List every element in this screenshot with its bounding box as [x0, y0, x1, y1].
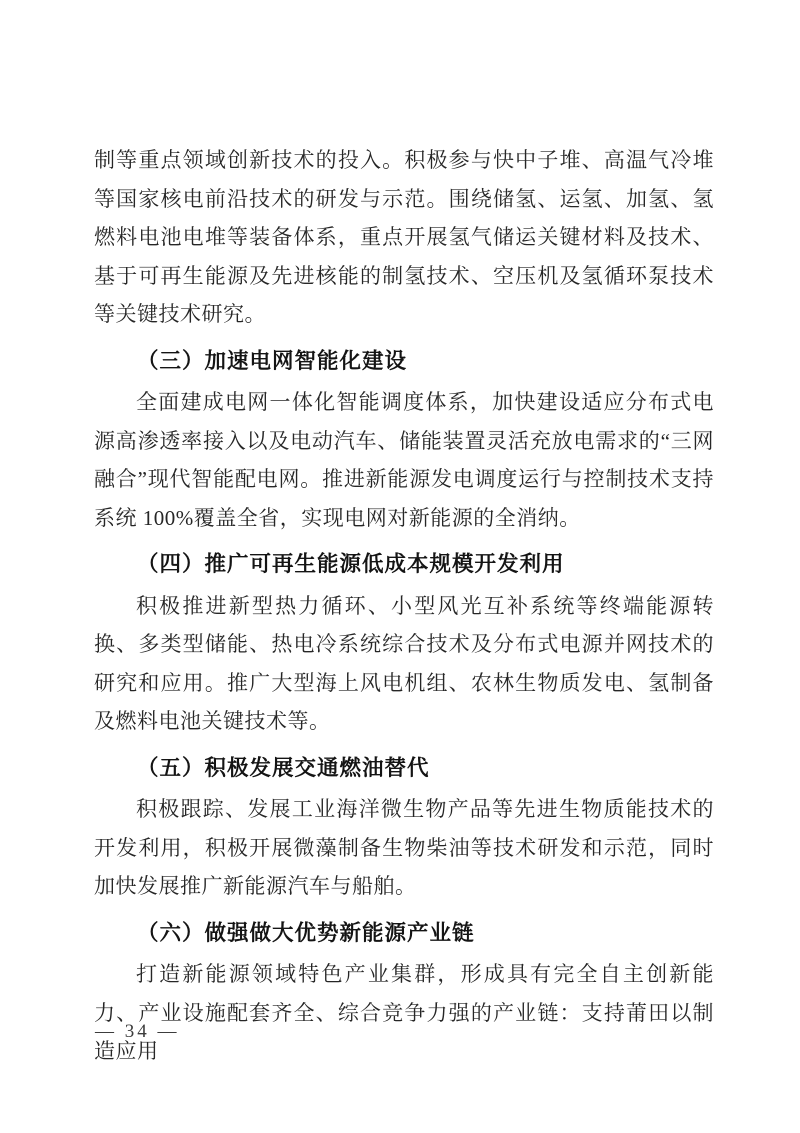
paragraph-section-5: 积极跟踪、发展工业海洋微生物产品等先进生物质能技术的开发利用，积极开展微藻制备生物柴油等技术研发和示范，同时加快发展推广新能源汽车与船舶。	[94, 797, 714, 898]
paragraph-section-6: 打造新能源领域特色产业集群，形成具有完全自主创新能力、产业设施配套齐全、综合竞争力强的产业链：支持莆田以制造应用	[94, 962, 714, 1063]
section-heading-4: （四）推广可再生能源低成本规模开发利用	[137, 552, 565, 576]
section-heading-6: （六）做强做大优势新能源产业链	[137, 920, 475, 945]
paragraph-section-4: 积极推进新型热力循环、小型风光互补系统等终端能源转换、多类型储能、热电冷系统综合技术及分布式电源并网技术的研究和应用。推广大型海上风电机组、农林生物质发电、氢制备及燃料电池关键技术等。	[94, 593, 714, 733]
page-number: — 34 —	[95, 1021, 180, 1042]
paragraph-section-3: 全面建成电网一体化智能调度体系，加快建设适应分布式电源高渗透率接入以及电动汽车、储能装置灵活充放电需求的“三网融合”现代智能配电网。推进新能源发电调度运行与控制技术支持系统 100%覆盖全省，实现电网对新能源的全消纳。	[94, 390, 714, 530]
section-heading-5: （五）积极发展交通燃油替代	[137, 755, 430, 780]
document-body	[94, 141, 714, 1071]
paragraph-continuation: 制等重点领域创新技术的投入。积极参与快中子堆、高温气冷堆等国家核电前沿技术的研发与示范。围绕储氢、运氢、加氢、氢燃料电池电堆等装备体系，重点开展氢气储运关键材料及技术、基于可再生能源及先进核能的制氢技术、空压机及氢循环泵技术等关键技术研究。	[94, 148, 714, 326]
section-heading-3: （三）加速电网智能化建设	[137, 348, 408, 373]
